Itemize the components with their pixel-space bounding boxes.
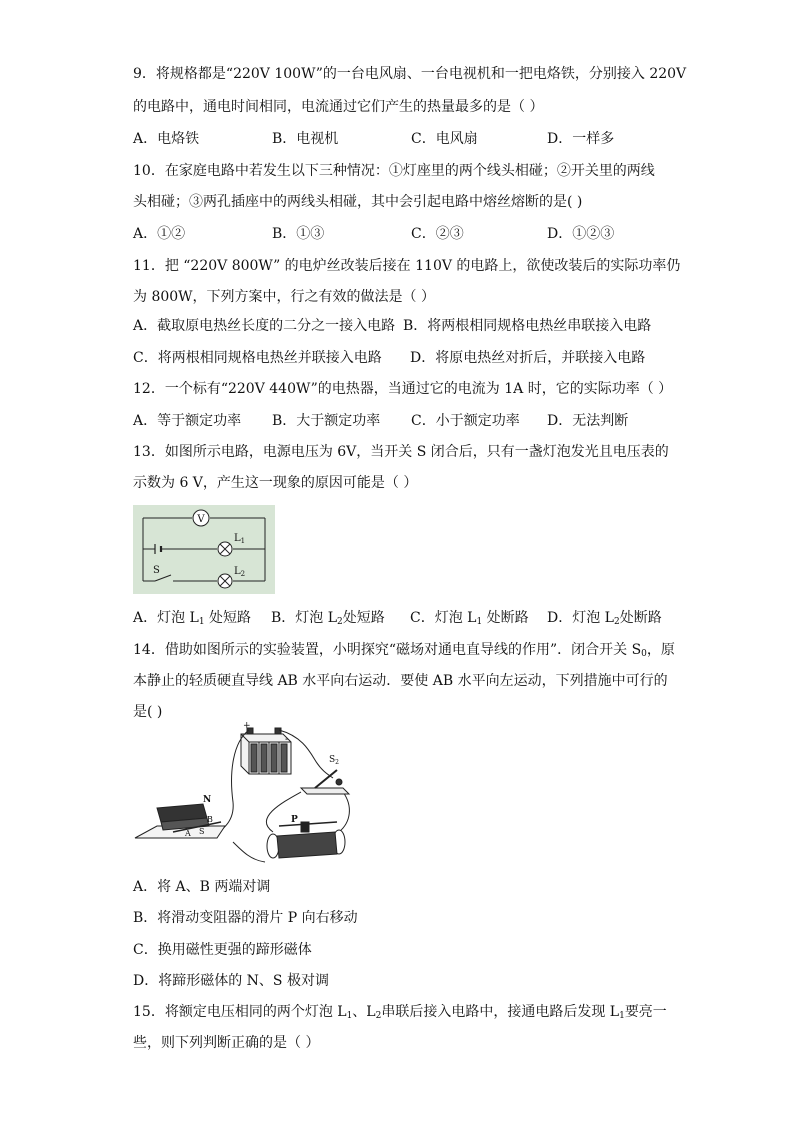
q9-options (133, 131, 663, 147)
q12-option-a: A．等于额定功率 (133, 413, 242, 429)
q13-option-b: B．灯泡 $L_2$处短路 (271, 610, 385, 627)
q11-options-row2 (133, 350, 663, 366)
q14-option-b: B．将滑动变阻器的滑片 P 向右移动 (133, 910, 358, 926)
q14-option-a: A．将 A、B 两端对调 (133, 879, 271, 895)
q9-option-c: C．电风扇 (411, 131, 478, 147)
battery-pack (241, 728, 291, 774)
wire-b-label: B (207, 815, 213, 824)
q13-option-d: D．灯泡 $L_2$处断路 (547, 610, 662, 627)
sliding-rheostat (267, 822, 345, 858)
q11-option-c: C．将两根相同规格电热丝并联接入电路 (133, 350, 382, 366)
switch-s2-label: $S_2$ (329, 755, 339, 766)
q11-option-b: B．将两根相同规格电热丝串联接入电路 (403, 318, 652, 334)
lamp-l2-symbol (218, 574, 232, 588)
q12-text-line1: 12．一个标有“220V 440W”的电热器，当通过它的电流为 1A 时，它的实际功率（ ） (133, 381, 673, 397)
switch-label: S (153, 565, 160, 576)
q9-text-line2: 的电路中，通电时间相同，电流通过它们产生的热量最多的是（ ） (133, 99, 544, 115)
q11-option-d: D．将原电热丝对折后，并联接入电路 (410, 350, 646, 366)
lamp-l1-symbol (218, 542, 232, 556)
lamp-l1-label: $L_1$ (234, 533, 246, 545)
q10-option-a: A．①② (133, 226, 186, 242)
battery-minus-label: - (285, 734, 289, 745)
q13-text-line2: 示数为 6 V，产生这一现象的原因可能是（ ） (133, 475, 418, 491)
q12-option-d: D．无法判断 (547, 413, 629, 429)
q11-options-row1 (133, 318, 663, 334)
q14-text-line3: 是( ) (133, 704, 163, 720)
battery-plus-label: + (243, 722, 251, 731)
q13-option-c: C．灯泡 $L_1$ 处断路 (410, 610, 529, 627)
q12-option-b: B．大于额定功率 (272, 413, 381, 429)
q10-option-d: D．①②③ (547, 226, 615, 242)
q11-text-line1: 11．把 “220V 800W” 的电炉丝改装后接在 110V 的电路上，欲使改装后的实际功率仍 (133, 258, 681, 274)
q14-option-c: C．换用磁性更强的蹄形磁体 (133, 942, 312, 958)
q13-option-a: A．灯泡 $L_1$ 处短路 (133, 610, 252, 627)
magnet-n-label: N (203, 795, 212, 805)
q9-option-b: B．电视机 (272, 131, 339, 147)
wire-a-label: A (185, 829, 191, 838)
lamp-l2-label: $L_2$ (234, 566, 246, 578)
q12-option-c: C．小于额定功率 (411, 413, 520, 429)
q10-text-line2: 头相碰；③两孔插座中的两线头相碰，其中会引起电路中熔丝熔断的是( ) (133, 194, 583, 210)
q12-options (133, 413, 663, 429)
experiment-apparatus (133, 722, 355, 872)
wire-s-label: S (199, 827, 205, 836)
q13-text-line1: 13．如图所示电路，电源电压为 6V，当开关 S 闭合后，只有一盏灯泡发光且电压表的 (133, 444, 669, 460)
q9-option-a: A．电烙铁 (133, 131, 200, 147)
q15-text-line2: 些，则下列判断正确的是（ ） (133, 1035, 320, 1051)
switch-s2 (301, 770, 349, 794)
q11-option-a: A．截取原电热丝长度的二分之一接入电路 (133, 318, 396, 334)
q9-option-d: D．一样多 (547, 131, 615, 147)
circuit-diagram-figure (133, 505, 275, 594)
q14-option-d: D．将蹄形磁体的 N、S 极对调 (133, 973, 329, 989)
q10-option-b: B．①③ (272, 226, 325, 242)
q13-options (133, 610, 663, 626)
q15-text-line1: 15．将额定电压相同的两个灯泡 $L_1$、$L_2$串联后接入电路中，接通电路后发现 $L_1$要亮一 (133, 1004, 667, 1021)
q10-text-line1: 10．在家庭电路中若发生以下三种情况：①灯座里的两个线头相碰；②开关里的两线 (133, 163, 655, 179)
experiment-apparatus-figure (133, 722, 355, 872)
q9-text-line1: 9．将规格都是“220V 100W”的一台电风扇、一台电视机和一把电烙铁，分别接入 220V (133, 66, 687, 82)
circuit-diagram (133, 505, 275, 594)
q11-text-line2: 为 800W，下列方案中，行之有效的做法是（ ） (133, 289, 436, 305)
voltmeter-label: V (197, 514, 205, 525)
q10-option-c: C．②③ (411, 226, 464, 242)
q14-text-line2: 本静止的轻质硬直导线 AB 水平向右运动．要使 AB 水平向左运动，下列措施中可行的 (133, 673, 668, 689)
q10-options (133, 226, 663, 242)
q14-text-line1: 14．借助如图所示的实验装置，小明探究“磁场对通电直导线的作用”．闭合开关 $S_0$，原 (133, 642, 675, 659)
slider-p-label: P (291, 815, 298, 825)
